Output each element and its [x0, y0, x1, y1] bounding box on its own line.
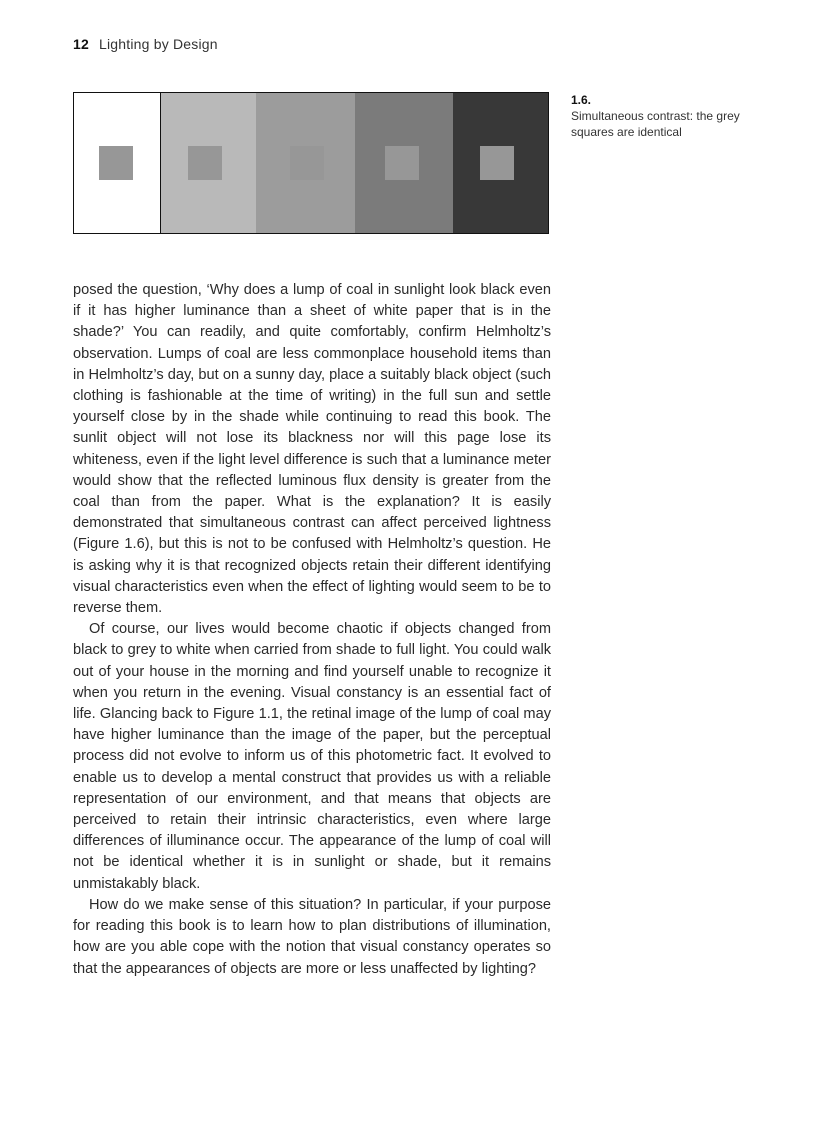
- running-header: [73, 36, 218, 52]
- book-title: Lighting by Design: [98, 36, 218, 52]
- figure-panel-dark-grey: [355, 93, 453, 233]
- paragraph: Of course, our lives would become chaotic if objects changed from black to grey to white when carried from shade to full light. You could walk out of your house in the morning and find yourself unable to recognize it when you return in the evening. Visual constancy is an essential fact of life. Glancing back to Figure 1.1, the retinal image of the lump of coal may have higher luminance than the image of the paper, but the perceptual process did not evolve to inform us of this photometric fact. It evolved to enable us to develop a mental construct that provides us with a reliable representation of our environment, and that means that objects are perceived to retain their intrinsic characteristics, even where large differences of illuminance occur. The appearance of the lump of coal will not be identical whether it is in sunlight or shade, but it remains unmistakably black.: [73, 621, 551, 892]
- figure-panel-mid-grey: [256, 93, 356, 233]
- figure-panel-black: [453, 93, 548, 233]
- simultaneous-contrast-figure: [73, 92, 549, 234]
- grey-square: [290, 146, 324, 180]
- figure-number: 1.6.: [571, 93, 592, 107]
- figure-caption: [571, 92, 771, 140]
- grey-square: [480, 146, 514, 180]
- grey-square: [385, 146, 419, 180]
- body-text: [73, 280, 551, 980]
- figure-panel-white: [74, 93, 161, 233]
- page-number: 12: [73, 36, 89, 52]
- grey-square: [188, 146, 222, 180]
- figure-panel-light-grey: [161, 93, 256, 233]
- grey-square: [99, 146, 133, 180]
- paragraph: posed the question, ‘Why does a lump of coal in sunlight look black even if it has higher luminance than a sheet of white paper that is in the shade?’ You can readily, and quite comfortably, confirm Helmholtz’s observation. Lumps of coal are less commonplace household items than in Helmholtz’s day, but on a sunny day, place a suitably black object (such clothing is fashionable at the time of writing) in the full sun and settle yourself close by in the shade while continuing to read this book. The sunlit object will not lose its blackness nor will this page lose its whiteness, even if the light level difference is such that a luminance meter would show that the reflected luminous flux density is greater from the coal than from the paper. What is the explanation? It is easily demonstrated that simultaneous contrast can affect perceived lightness (Figure 1.6), but this is not to be confused with Helmholtz’s question. He is asking why it is that recognized objects retain their different identifying visual characteristics even when the effect of lighting would seem to be to reverse them.: [73, 282, 551, 617]
- figure-caption-text: Simultaneous contrast: the grey squares are identical: [571, 109, 740, 139]
- paragraph: How do we make sense of this situation? In particular, if your purpose for reading this book is to learn how to plan distributions of illumination, how are you able cope with the notion that visual constancy operates so that the appearances of objects are more or less unaffected by lighting?: [73, 896, 551, 977]
